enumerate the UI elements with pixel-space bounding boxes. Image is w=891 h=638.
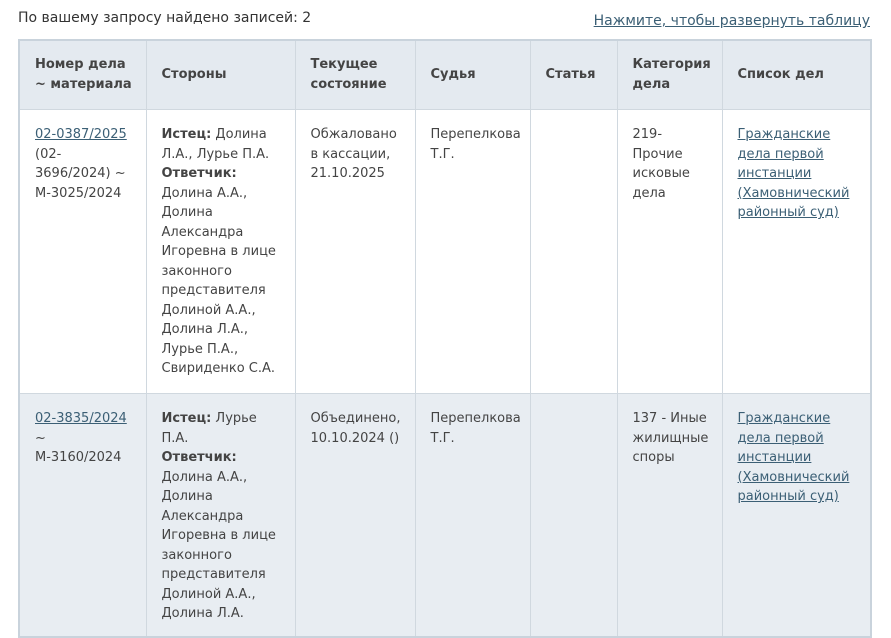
defendant-label: Ответчик: [161, 450, 237, 465]
case-list-link[interactable]: Гражданские дела первой инстанции (Хамовнический районный суд) [737, 127, 850, 220]
plaintiff-label: Истец: [161, 411, 212, 426]
column-header-judge: Судья [415, 40, 530, 110]
case-list-link[interactable]: Гражданские дела первой инстанции (Хамовнический районный суд) [737, 411, 850, 504]
case-list-cell [722, 110, 871, 394]
plaintiff-names: Долина Л.А., Лурье П.А. [161, 127, 270, 162]
column-header-case-list: Список дел [722, 40, 871, 110]
plaintiff-names: Лурье П.А. [161, 411, 257, 446]
article-cell [530, 394, 617, 637]
category-cell: 219-Прочие исковые дела [617, 110, 722, 394]
judge-cell: Перепелкова Т.Г. [415, 394, 530, 637]
case-number-cell [19, 394, 146, 637]
judge-cell: Перепелкова Т.Г. [415, 110, 530, 394]
column-header-parties: Стороны [146, 40, 295, 110]
table-row [19, 110, 871, 394]
case-list-cell [722, 394, 871, 637]
case-number-link[interactable]: 02-3835/2024 [35, 411, 127, 426]
parties-cell [146, 110, 295, 394]
state-cell: Объединено, 10.10.2024 () [295, 394, 415, 637]
defendant-label: Ответчик: [161, 166, 237, 181]
case-number-link[interactable]: 02-0387/2025 [35, 127, 127, 142]
expand-table-link[interactable]: Нажмите, чтобы развернуть таблицу [593, 13, 870, 29]
defendant-names: Долина А.А., Долина Александра Игоревна в лице законного представителя Долиной А.А., Долина Л.А., Лурье П.А., Свириденко С.А. [161, 185, 276, 376]
table-row [19, 394, 871, 637]
column-header-case-number: Номер дела ~ материала [19, 40, 146, 110]
case-number-rest: ~ М-3160/2024 [35, 430, 122, 465]
results-count: По вашему запросу найдено записей: 2 [18, 10, 312, 26]
column-header-article: Статья [530, 40, 617, 110]
column-header-category: Категория дела [617, 40, 722, 110]
column-header-state: Текущее состояние [295, 40, 415, 110]
category-cell: 137 - Иные жилищные споры [617, 394, 722, 637]
article-cell [530, 110, 617, 394]
case-number-cell [19, 110, 146, 394]
case-number-rest: (02-3696/2024) ~ М-3025/2024 [35, 146, 126, 201]
cases-table [18, 39, 872, 638]
results-header [0, 0, 891, 40]
parties-cell [146, 394, 295, 637]
table-header-row [19, 40, 871, 110]
state-cell: Обжаловано в кассации, 21.10.2025 [295, 110, 415, 394]
defendant-names: Долина А.А., Долина Александра Игоревна в лице законного представителя Долиной А.А., Долина Л.А. [161, 469, 276, 621]
plaintiff-label: Истец: [161, 127, 212, 142]
